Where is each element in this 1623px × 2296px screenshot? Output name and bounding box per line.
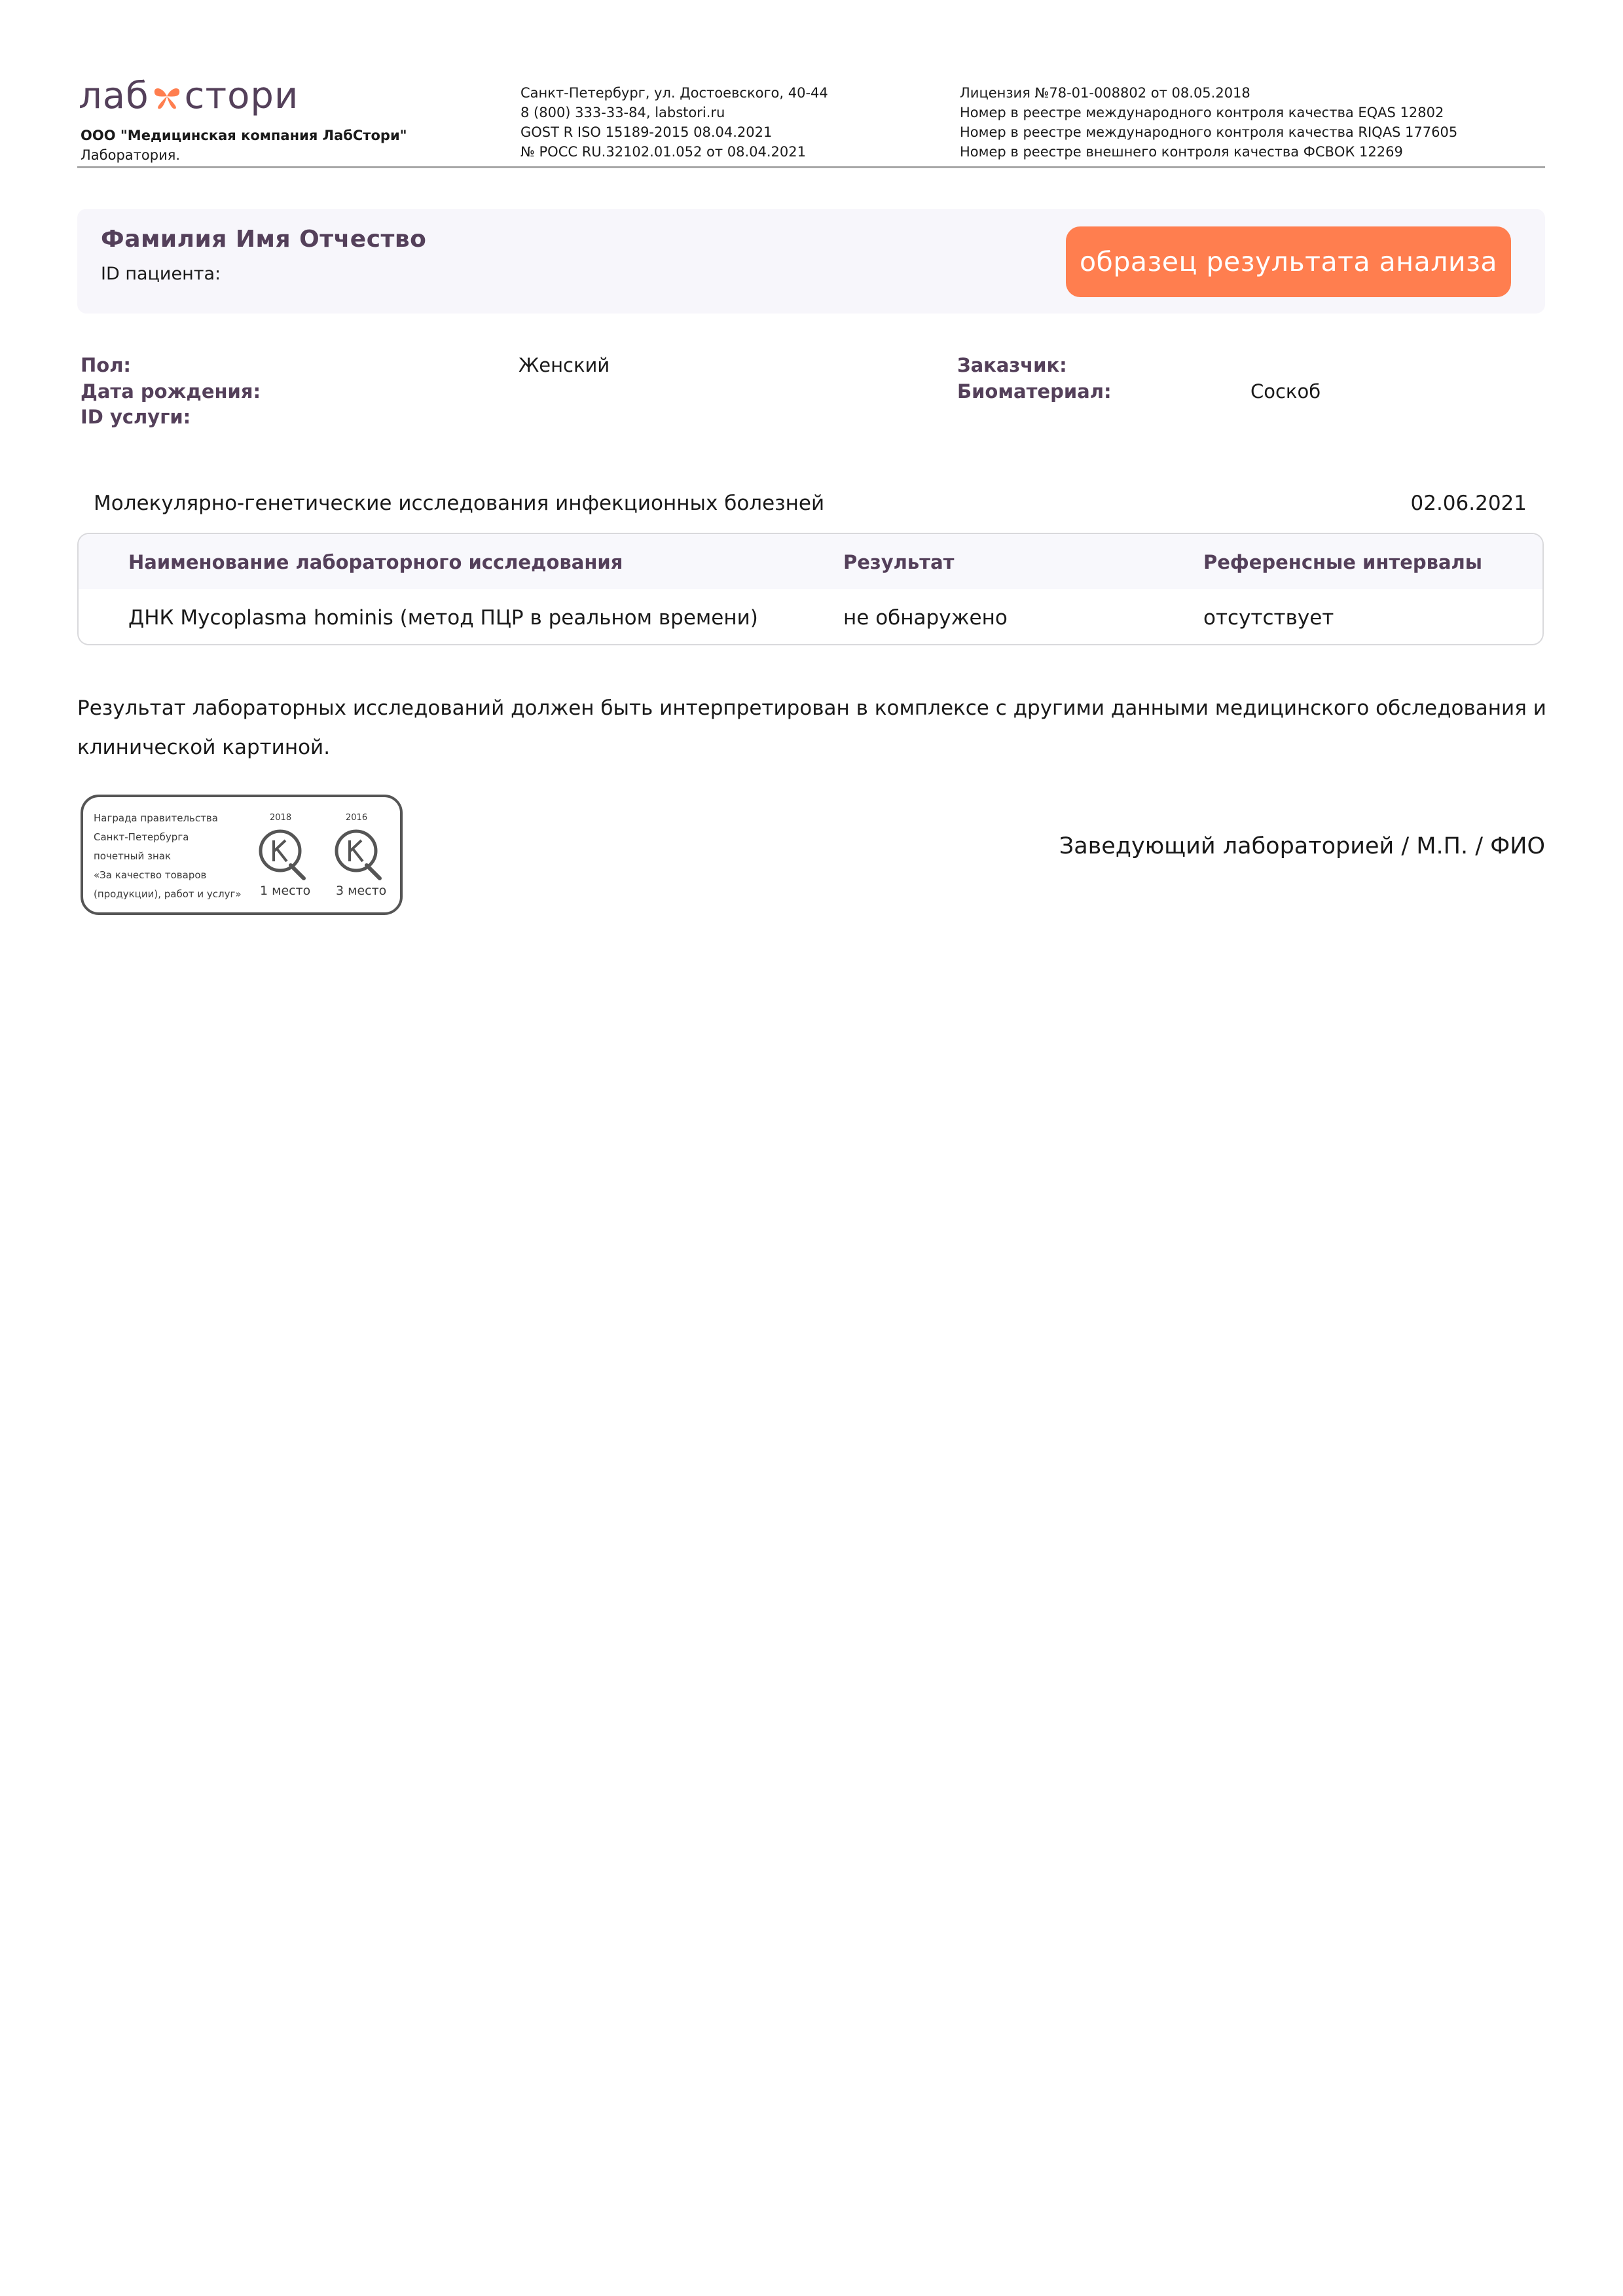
labstori-logo (79, 73, 299, 119)
column-header-test: Наименование лабораторного исследования (128, 551, 623, 573)
award-place: 3 место (336, 884, 387, 898)
reference-cell: отсутствует (1203, 606, 1334, 630)
award-text (94, 809, 242, 904)
contacts-block (520, 83, 828, 162)
award-line: Награда правительства (94, 812, 218, 824)
test-name-cell: ДНК Mycoplasma hominis (метод ПЦР в реальном времени) (128, 606, 758, 630)
license-line: Номер в реестре международного контроля качества EQAS 12802 (960, 105, 1444, 120)
award-line: «За качество товаров (94, 869, 207, 881)
service-id-label: ID услуги: (81, 406, 191, 428)
award-year: 2016 (346, 813, 368, 823)
company-type: Лаборатория. (81, 147, 181, 163)
license-line: Номер в реестре внешнего контроля качества ФСВОК 12269 (960, 144, 1403, 160)
section-date: 02.06.2021 (1410, 492, 1527, 515)
sex-label: Пол: (81, 354, 132, 376)
license-line: Номер в реестре международного контроля качества RIQAS 177605 (960, 124, 1458, 140)
award-year: 2018 (270, 813, 292, 823)
result-cell: не обнаружено (843, 606, 1008, 630)
birth-date-label: Дата рождения: (81, 380, 261, 403)
header-divider (77, 166, 1545, 168)
customer-label: Заказчик: (957, 354, 1067, 376)
logo-text-right: стори (184, 75, 299, 117)
award-place: 1 место (260, 884, 311, 898)
quality-award-badge (81, 795, 403, 915)
column-header-reference: Референсные интервалы (1203, 551, 1483, 573)
contact-line: № РОСС RU.32102.01.052 от 08.04.2021 (520, 144, 806, 160)
sample-result-badge: образец результата анализа (1066, 226, 1511, 297)
contact-line: 8 (800) 333-33-84, labstori.ru (520, 105, 725, 120)
license-line: Лицензия №78-01-008802 от 08.05.2018 (960, 85, 1250, 101)
table-header (79, 534, 1542, 589)
award-line: Санкт-Петербурга (94, 831, 189, 843)
results-table (77, 533, 1544, 645)
licenses-block (960, 83, 1457, 162)
patient-id-label: ID пациента: (101, 264, 221, 284)
contact-line: GOST R ISO 15189-2015 08.04.2021 (520, 124, 773, 140)
sex-value: Женский (519, 354, 610, 376)
biomaterial-value: Соскоб (1250, 380, 1321, 403)
section-title: Молекулярно-генетические исследования инфекционных болезней (94, 492, 825, 515)
contact-line: Санкт-Петербург, ул. Достоевского, 40-44 (520, 85, 828, 101)
biomaterial-label: Биоматериал: (957, 380, 1112, 403)
company-name: ООО "Медицинская компания ЛабСтори" (81, 128, 407, 143)
signature-line: Заведующий лабораторией / М.П. / ФИО (1059, 833, 1545, 859)
butterfly-icon (151, 80, 183, 113)
award-line: почетный знак (94, 850, 172, 862)
award-line: (продукции), работ и услуг» (94, 888, 242, 900)
quality-mark-icon (333, 827, 384, 881)
quality-mark-icon (257, 827, 308, 881)
patient-name: Фамилия Имя Отчество (101, 226, 427, 253)
interpretation-note: Результат лабораторных исследований должен быть интерпретирован в комплексе с другими данными медицинского обследования и клинической картиной. (77, 696, 1546, 759)
column-header-result: Результат (843, 551, 955, 573)
logo-text-left: лаб (79, 75, 149, 117)
